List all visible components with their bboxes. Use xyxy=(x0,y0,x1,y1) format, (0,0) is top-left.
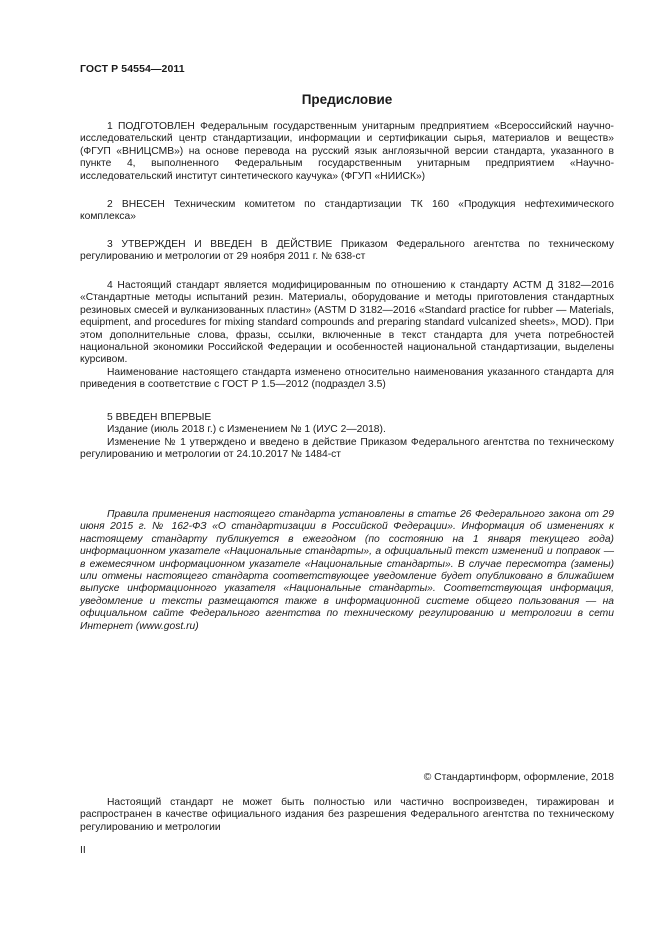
page-title: Предисловие xyxy=(301,92,393,107)
usage-rules-notice-text: Правила применения настоящего стандарта установлены в статье 26 Федерального закона от 29 июня 2015 г. № 162-ФЗ «О стандартизации в Российской Федерации». Информация об изменениях к настоящему стандарту публикуется в ежегодном (по состоянию на 1 января текущего года) информационном указателе «Национальные стандарты», а официальный текст изменений и поправок — в ежемесячном информационном указателе «Национальные стандарты». В случае пересмотра (замены) или отмены настоящего стандарта соответствующее уведомление будет опубликовано в ближайшем выпуске информационного указателя «Национальные стандарты». Соответствующая информация, уведомление и тексты размещаются также в информационной системе общего пользования — на официальном сайте Федерального агентства по техническому регулированию и метрологии в сети Интернет (www.gost.ru) xyxy=(80,509,614,632)
section-2 xyxy=(80,199,614,224)
section-3 xyxy=(80,239,614,264)
reproduction-notice-text: Настоящий стандарт не может быть полностью или частично воспроизведен, тиражирован и распространен в качестве официального издания без разрешения Федерального агентства по техническому регулированию и метрологии xyxy=(80,797,614,833)
section-5-paragraph-3: Изменение № 1 утверждено и введено в действие Приказом Федерального агентства по техническому регулированию и метрологии от 24.10.2017 № 1484-ст xyxy=(80,436,614,461)
document-header-id: ГОСТ Р 54554—2011 xyxy=(80,63,185,75)
section-4-paragraph-2: Наименование настоящего стандарта изменено относительно наименования указанного стандарта для приведения в соответствие с ГОСТ Р 1.5—2012 (подраздел 3.5) xyxy=(80,366,614,391)
usage-rules-notice xyxy=(80,509,614,633)
copyright-line: © Стандартинформ, оформление, 2018 xyxy=(423,772,614,783)
section-1-text: 1 ПОДГОТОВЛЕН Федеральным государственным унитарным предприятием «Всероссийский научно-исследовательский центр стандартизации, информации и сертификации сырья, материалов и веществ» (ФГУП «ВНИЦСМВ») на основе перевода на русский язык англоязычной версии стандарта, указанного в пункте 4, выполненного Федеральным государственным унитарным предприятием «Научно-исследовательский институт синтетического каучука» (ФГУП «НИИСК») xyxy=(80,121,614,182)
page-number: II xyxy=(80,845,86,856)
section-5 xyxy=(80,412,614,462)
section-3-text: 3 УТВЕРЖДЕН И ВВЕДЕН В ДЕЙСТВИЕ Приказом Федерального агентства по техническому регулированию и метрологии от 29 ноября 2011 г. № 638-ст xyxy=(80,239,614,263)
section-4 xyxy=(80,280,614,392)
section-5-paragraph-2: Издание (июль 2018 г.) с Изменением № 1 (ИУС 2—2018). xyxy=(107,424,386,436)
reproduction-notice xyxy=(80,797,614,834)
section-5-paragraph-1: 5 ВВЕДЕН ВПЕРВЫЕ xyxy=(107,412,212,423)
section-4-paragraph-1: 4 Настоящий стандарт является модифицированным по отношению к стандарту АСТМ Д 3182—2016 «Стандартные методы испытаний резин. Материалы, оборудование и методы приготовления стандартных резиновых смесей и вулканизованных пластин» (ASTM D 3182—2016 «Standard practice for rubber — Materials, equipment, and procedures for mixing standard compounds and preparing standard vulcanized sheets», MOD). При этом дополнительные слова, фразы, ссылки, включенные в текст стандарта для учета потребностей национальной экономики Российской Федерации и особенностей национальной стандартизации, выделены курсивом. xyxy=(80,280,614,366)
section-2-text: 2 ВНЕСЕН Техническим комитетом по стандартизации ТК 160 «Продукция нефтехимического комплекса» xyxy=(80,199,614,223)
section-1 xyxy=(80,121,614,183)
